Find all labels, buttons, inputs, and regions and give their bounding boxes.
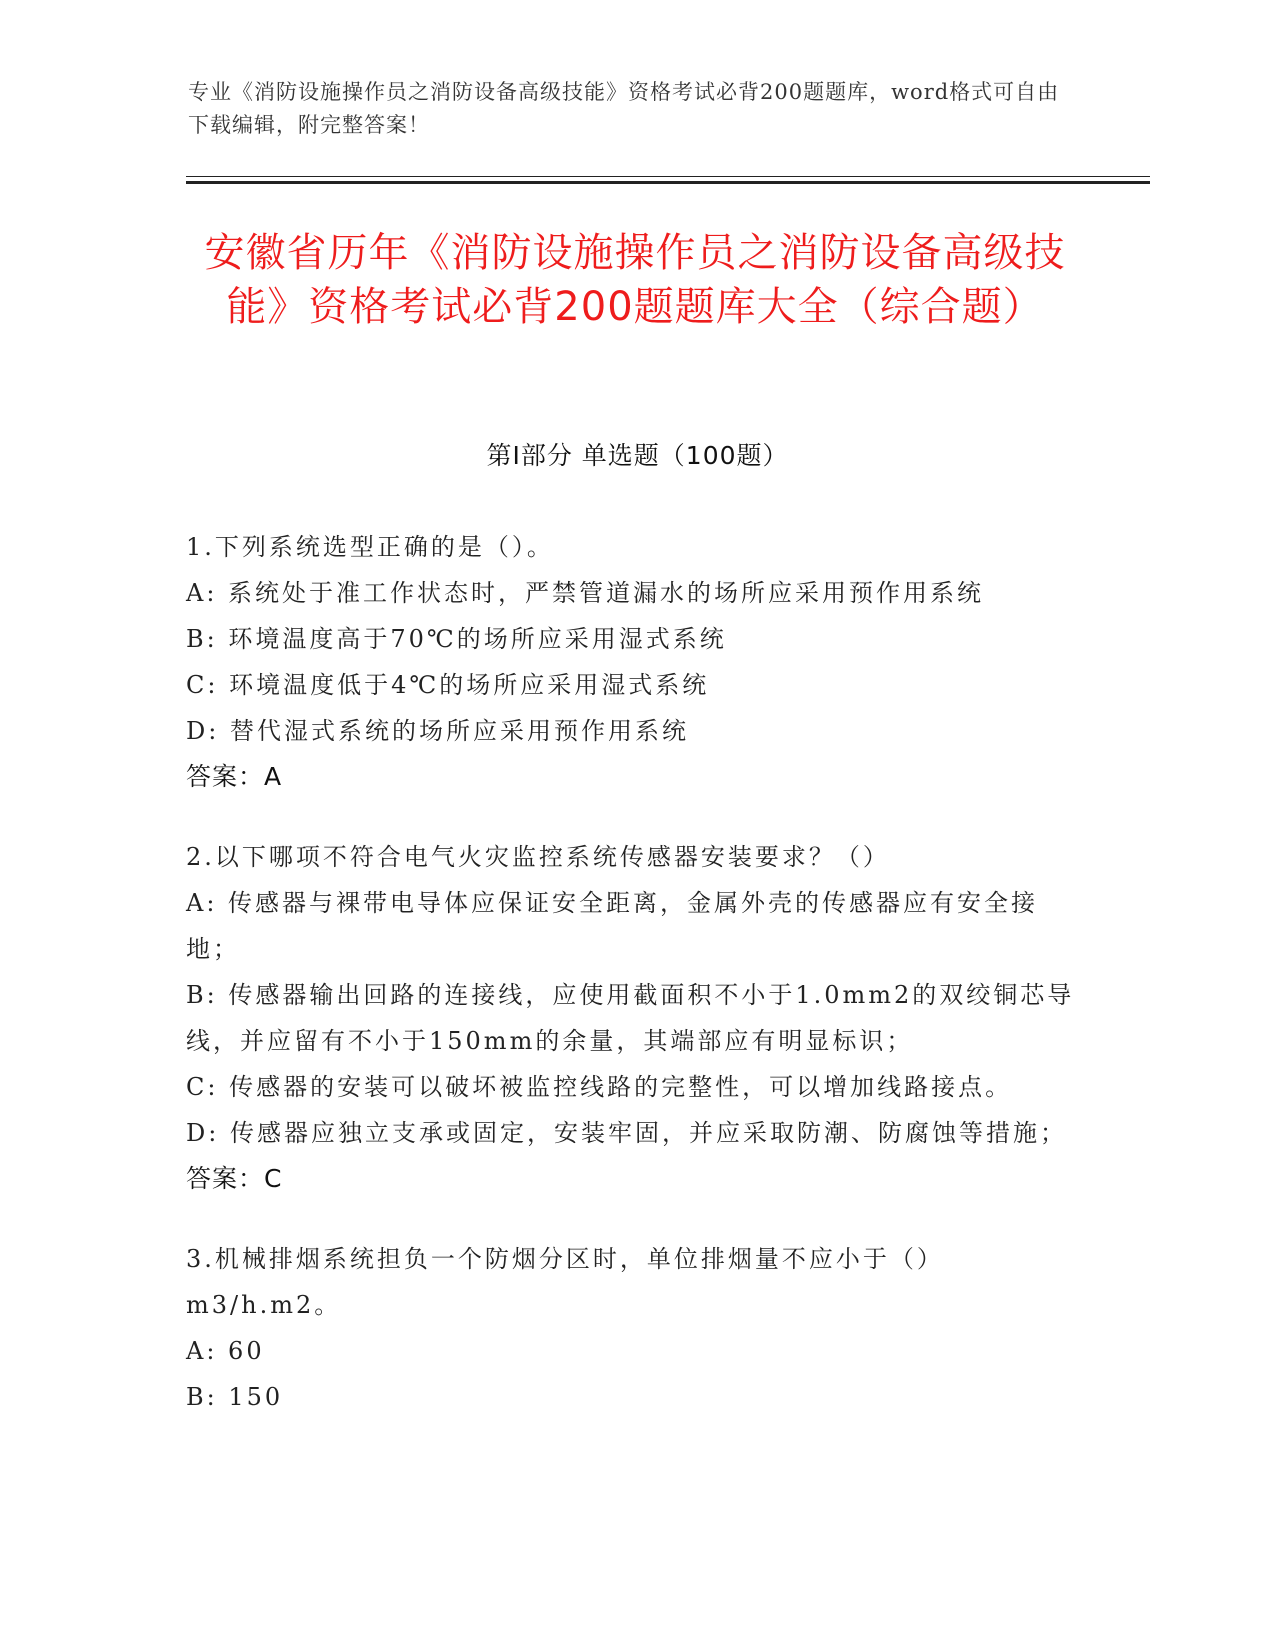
option-c: C: 传感器的安装可以破坏被监控线路的完整性，可以增加线路接点。 bbox=[186, 1073, 1013, 1101]
option-a: A: 传感器与裸带电导体应保证安全距离，金属外壳的传感器应有安全接地； bbox=[186, 889, 1039, 963]
question-stem: 1.下列系统选型正确的是（）。 bbox=[186, 533, 554, 561]
question-1 bbox=[186, 524, 1076, 800]
option-a: A: 系统处于准工作状态时，严禁管道漏水的场所应采用预作用系统 bbox=[186, 579, 985, 607]
option-b: B: 传感器输出回路的连接线，应使用截面积不小于1.0mm2的双绞铜芯导线，并应留有不小于150mm的余量，其端部应有明显标识； bbox=[186, 981, 1075, 1055]
intro-text: 专业《消防设施操作员之消防设备高级技能》资格考试必背200题题库，word格式可自由下载编辑，附完整答案！ bbox=[188, 80, 1060, 137]
option-a: A: 60 bbox=[186, 1337, 265, 1365]
option-c: C: 环境温度低于4℃的场所应采用湿式系统 bbox=[186, 671, 710, 699]
option-b: B: 150 bbox=[186, 1383, 284, 1411]
option-d: D: 替代湿式系统的场所应采用预作用系统 bbox=[186, 717, 689, 745]
question-2 bbox=[186, 834, 1076, 1202]
question-list bbox=[186, 524, 1076, 1454]
header-rule-thick bbox=[186, 181, 1150, 184]
question-stem: 3.机械排烟系统担负一个防烟分区时，单位排烟量不应小于（）m3/h.m2。 bbox=[186, 1245, 944, 1319]
header-rule-thin bbox=[186, 176, 1150, 177]
option-d: D: 传感器应独立支承或固定，安装牢固，并应采取防潮、防腐蚀等措施； bbox=[186, 1119, 1067, 1147]
section-heading: 第I部分 单选题（100题） bbox=[486, 441, 789, 470]
option-b: B: 环境温度高于70℃的场所应采用湿式系统 bbox=[186, 625, 727, 653]
question-3 bbox=[186, 1236, 1076, 1420]
answer: 答案：A bbox=[186, 762, 283, 791]
question-stem: 2.以下哪项不符合电气火灾监控系统传感器安装要求？（） bbox=[186, 843, 890, 871]
document-title: 安徽省历年《消防设施操作员之消防设备高级技能》资格考试必背200题题库大全（综合题） bbox=[204, 230, 1066, 330]
answer: 答案：C bbox=[186, 1164, 283, 1193]
